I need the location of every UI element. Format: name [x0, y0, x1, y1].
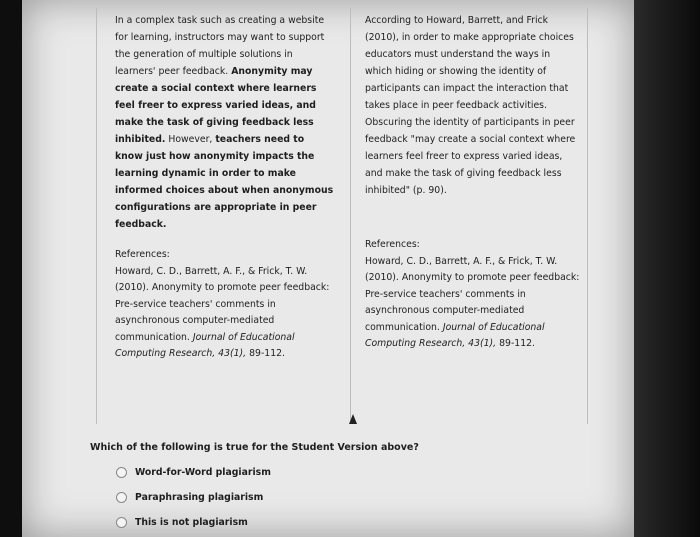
original-normal-text-2: However,: [168, 134, 213, 145]
radio-button[interactable]: [116, 517, 127, 528]
radio-button[interactable]: [116, 492, 127, 503]
original-references: [115, 247, 335, 363]
option-paraphrasing[interactable]: [116, 492, 263, 503]
reference-journal: Journal of Educational Computing Research, 43(1),: [115, 331, 295, 359]
reference-authors: Howard, C. D., Barrett, A. F., & Frick, T. W. (2010). Anonymity to promote peer feedback: Pre-service teachers' comments in asynchronous computer-mediated communication.: [115, 265, 330, 343]
column-divider: [350, 8, 351, 424]
option-label: Word-for-Word plagiarism: [135, 467, 271, 478]
comparison-table: [96, 8, 588, 424]
monitor-bezel: [634, 0, 700, 537]
original-source-cell: [115, 12, 335, 363]
option-label: This is not plagiarism: [135, 517, 248, 528]
option-label: Paraphrasing plagiarism: [135, 492, 264, 503]
student-version-text: According to Howard, Barrett, and Frick (2010), in order to make appropriate choices educators must understand the ways in which hiding or showing the identity of participants can impact the interaction that takes place in peer feedback activities. Obscuring the identity of participants in peer feedback "may create a social context where learners feel freer to express varied ideas, and make the task of giving feedback less inhibited" (p. 90).: [365, 15, 576, 196]
reference-authors: Howard, C. D., Barrett, A. F., & Frick, T. W. (2010). Anonymity to promote peer feedback: Pre-service teachers' comments in asynchronous computer-mediated communication.: [365, 255, 580, 333]
reference-pages: 89-112.: [499, 338, 535, 349]
original-intro-text: In a complex task such as creating a website for learning, instructors may want to support the generation of multiple solutions in learners' peer feedback.: [115, 15, 325, 77]
student-references: [365, 237, 580, 353]
mouse-cursor-icon: [349, 414, 357, 424]
original-bold-text-1: Anonymity may create a social context where learners feel freer to express varied ideas, and make the task of giving feedback less inhibited.: [115, 66, 317, 145]
references-label: References:: [115, 249, 170, 260]
original-bold-text-2: teachers need to know just how anonymity impacts the learning dynamic in order to make informed choices about when anonymous configurations are appropriate in peer feedback.: [115, 134, 334, 230]
reference-journal: Journal of Educational Computing Research, 43(1),: [365, 321, 545, 349]
option-word-for-word[interactable]: [116, 467, 271, 478]
references-label: References:: [365, 239, 420, 250]
radio-button[interactable]: [116, 467, 127, 478]
question-text: Which of the following is true for the Student Version above?: [90, 442, 419, 453]
student-version-cell: [365, 12, 580, 353]
option-not-plagiarism[interactable]: [116, 517, 248, 528]
reference-pages: 89-112.: [249, 348, 285, 359]
